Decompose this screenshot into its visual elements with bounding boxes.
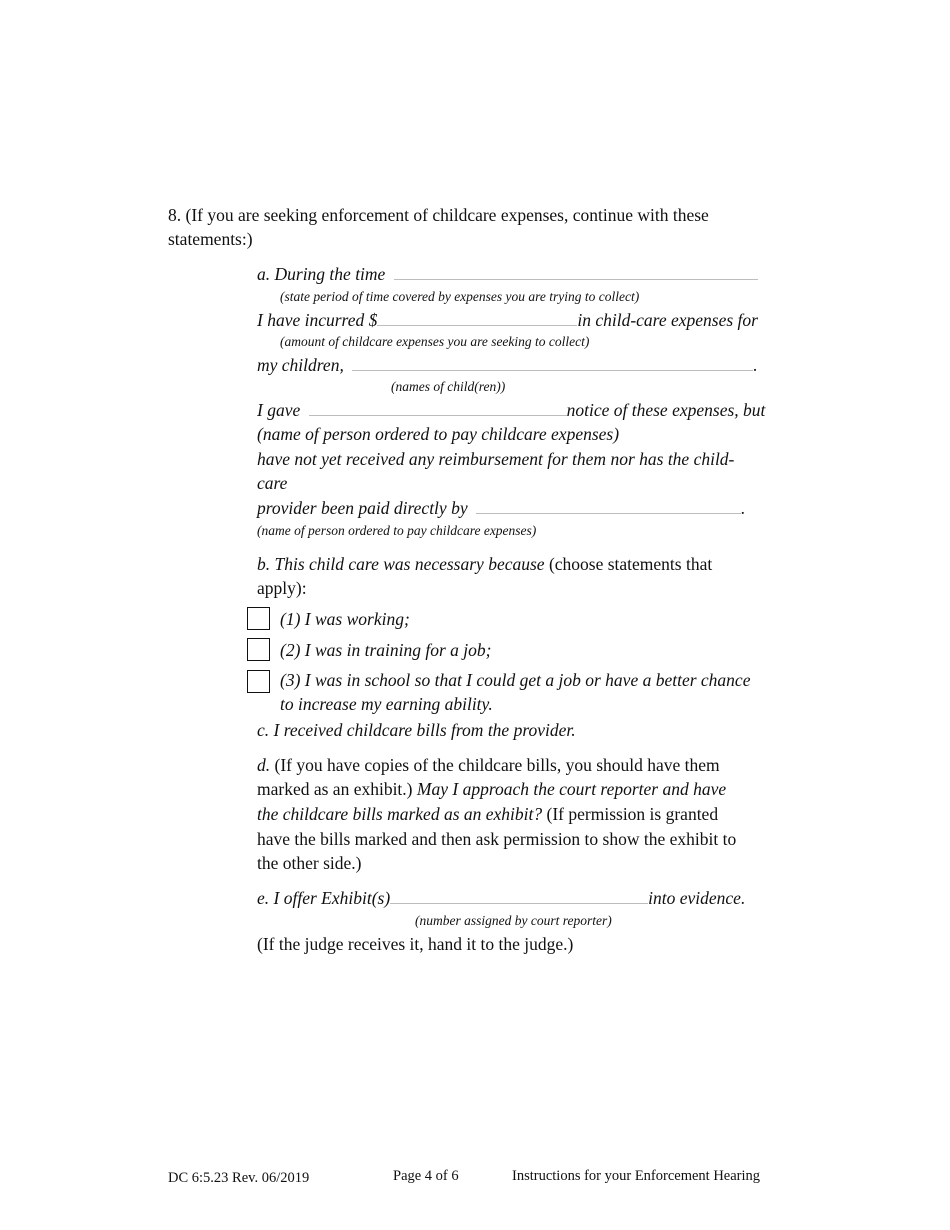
not-received-line1: have not yet received any reimbursement for them nor has the child- <box>257 449 735 469</box>
judge-instruction: (If the judge receives it, hand it to the judge.) <box>257 934 574 954</box>
amount-hint: (amount of childcare expenses you are seeking to collect) <box>280 334 590 349</box>
section-b-label: b. This child care was necessary because <box>257 554 545 574</box>
provider-label: provider been paid directly by <box>257 498 468 518</box>
amount-blank[interactable] <box>377 308 577 326</box>
during-label: a. During the time <box>257 264 386 284</box>
section-d-line4: have the bills marked and then ask permission to show the exhibit to <box>257 829 737 849</box>
section-d-line3 <box>257 802 718 826</box>
training-checkbox[interactable] <box>247 638 270 661</box>
item-8-intro-line2: statements:) <box>168 229 253 249</box>
working-checkbox[interactable] <box>247 607 270 630</box>
children-line <box>257 353 758 377</box>
exhibit-label: e. I offer Exhibit(s) <box>257 888 391 908</box>
section-b-line2: apply): <box>257 578 307 598</box>
option-school: (3) I was in school so that I could get a job or have a better chance <box>280 670 751 690</box>
gave-label: I gave <box>257 400 301 420</box>
incurred-label: I have incurred $ <box>257 310 378 330</box>
not-received-line2: care <box>257 473 288 493</box>
section-d-question-2: the childcare bills marked as an exhibit? <box>257 804 543 824</box>
section-b-instruction: (choose statements that <box>544 554 713 574</box>
provider-line <box>257 496 745 520</box>
exhibit-number-blank[interactable] <box>390 886 648 904</box>
notice-person-blank[interactable] <box>309 398 567 416</box>
option-training: (2) I was in training for a job; <box>280 640 492 660</box>
provider-period: . <box>740 498 746 518</box>
footer-page-number: Page 4 of 6 <box>393 1168 459 1184</box>
gave-suffix: notice of these expenses, but <box>566 400 766 420</box>
section-b-line1 <box>257 552 712 576</box>
names-hint: (names of child(ren)) <box>391 379 506 394</box>
section-d-permission: (If permission is granted <box>542 804 719 824</box>
school-checkbox[interactable] <box>247 670 270 693</box>
section-d-line5: the other side.) <box>257 853 362 873</box>
section-d-instruction: (If you have copies of the childcare bills, you should have them <box>270 755 720 775</box>
section-c: c. I received childcare bills from the provider. <box>257 720 576 740</box>
children-period: . <box>753 355 758 375</box>
person-hint-small: (name of person ordered to pay childcare expenses) <box>257 523 537 538</box>
children-names-blank[interactable] <box>352 353 753 371</box>
section-d-marked: marked as an exhibit.) <box>257 779 417 799</box>
children-label: my children, <box>257 355 344 375</box>
period-blank[interactable] <box>394 262 758 280</box>
incurred-line <box>257 308 758 332</box>
incurred-suffix: in child-care expenses for <box>577 310 758 330</box>
footer-form-id: DC 6:5.23 Rev. 06/2019 <box>168 1170 310 1186</box>
footer-title: Instructions for your Enforcement Hearing <box>512 1168 761 1184</box>
payer-blank[interactable] <box>476 496 741 514</box>
section-d-line2 <box>257 777 726 801</box>
period-hint: (state period of time covered by expenses you are trying to collect) <box>280 289 640 304</box>
option-working: (1) I was working; <box>280 609 410 629</box>
option-school-line2: to increase my earning ability. <box>280 694 493 714</box>
section-d-question-1: May I approach the court reporter and have <box>416 779 727 799</box>
person-hint-large: (name of person ordered to pay childcare expenses) <box>257 424 620 444</box>
section-a-during-line <box>257 262 758 286</box>
section-d-label: d. <box>257 755 271 775</box>
exhibit-hint: (number assigned by court reporter) <box>415 913 612 928</box>
gave-line <box>257 398 765 422</box>
exhibit-suffix: into evidence. <box>648 888 746 908</box>
item-8-intro-line1: 8. (If you are seeking enforcement of childcare expenses, continue with these <box>168 205 709 225</box>
section-d-line1 <box>257 753 720 777</box>
section-e-line <box>257 886 745 910</box>
